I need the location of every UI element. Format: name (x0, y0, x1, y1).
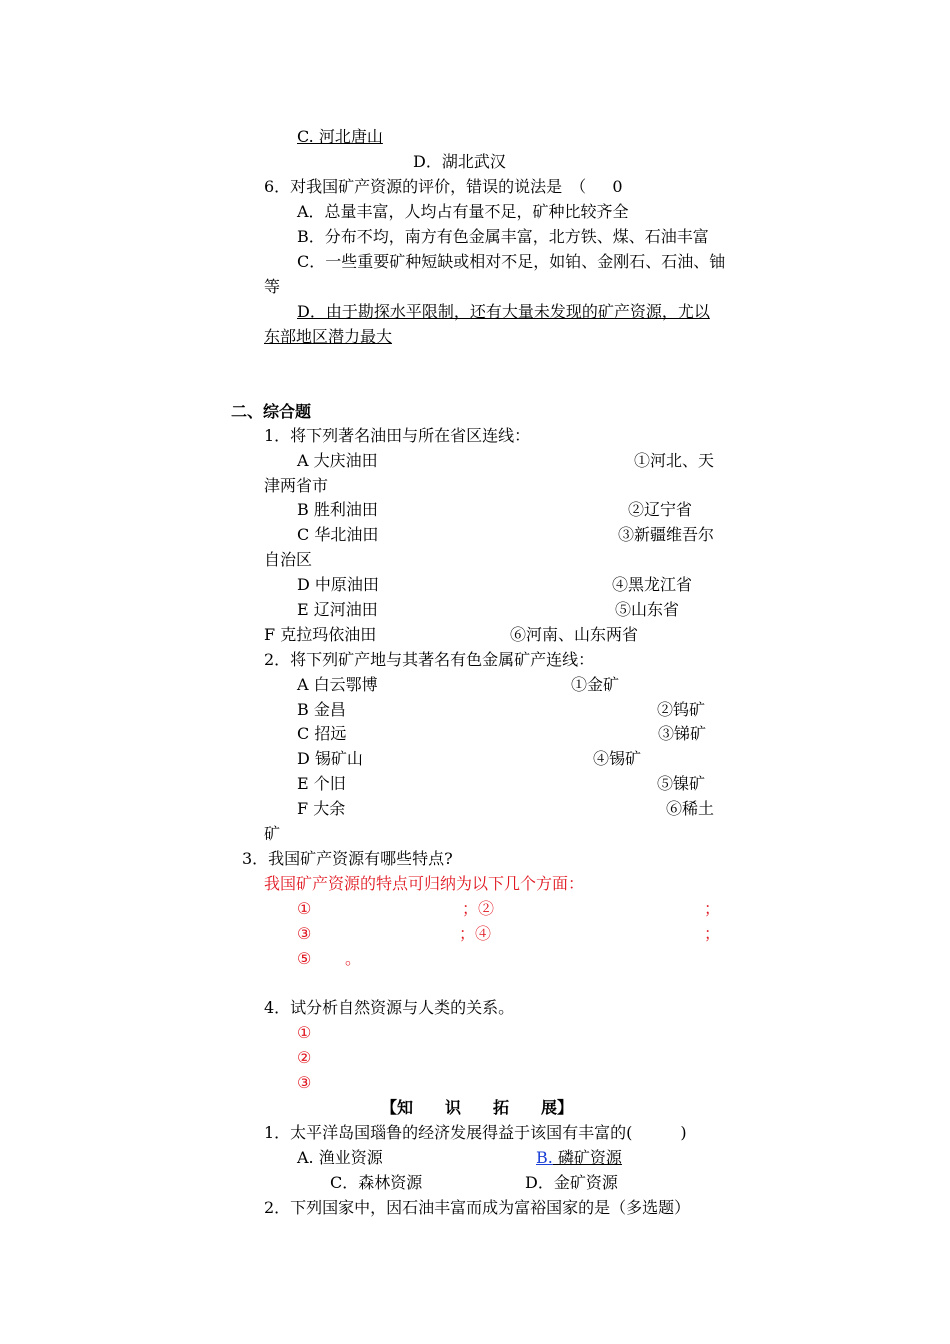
s2-q1-a-left: A 大庆油田 (297, 451, 378, 470)
ext-q1-option-d: D．金矿资源 (525, 1173, 618, 1192)
s2-q2-d-right: ④锡矿 (593, 749, 642, 768)
s2-q2-e-left: E 个旧 (297, 774, 346, 793)
s2-q3-semicolon-2: ； (704, 924, 721, 943)
s2-q3-marker-3: ③ (297, 924, 312, 943)
s2-q2-c-left: C 招远 (297, 724, 347, 743)
q5-option-c: C. 河北唐山 (297, 127, 383, 146)
ext-q1-option-b (536, 1148, 622, 1168)
s2-q1-d-right: ④黑龙江省 (612, 575, 693, 594)
s2-q4-stem: 4．试分析自然资源与人类的关系。 (264, 998, 515, 1017)
s2-q2-f-left: F 大余 (297, 799, 346, 818)
s2-q3-period: 。 (345, 949, 362, 968)
ext-q1-option-c: C．森林资源 (330, 1173, 423, 1192)
q6-option-b: B．分布不均，南方有色金属丰富，北方铁、煤、石油丰富 (297, 227, 709, 246)
s2-q2-a-right: ①金矿 (571, 675, 620, 694)
q6-option-c-cont: 等 (264, 277, 281, 296)
q6-stem: 6．对我国矿产资源的评价，错误的说法是 （ 0 (264, 177, 623, 196)
q5-option-d: D．湖北武汉 (413, 152, 506, 171)
s2-q3-marker-1: ① (297, 899, 312, 918)
s2-q3-semicolon-1: ； (704, 899, 721, 918)
q6-option-c: C．一些重要矿种短缺或相对不足，如铂、金刚石、石油、铀 (297, 252, 726, 271)
s2-q1-a-right: ①河北、天 (634, 451, 715, 470)
ext-q1-option-b-letter: B. (536, 1148, 553, 1167)
ext-q1-stem: 1．太平洋岛国瑙鲁的经济发展得益于该国有丰富的( ) (264, 1123, 687, 1142)
s2-q1-b-left: B 胜利油田 (297, 500, 378, 519)
q6-option-d-cont: 东部地区潜力最大 (264, 327, 393, 346)
extension-heading: 【知 识 拓 展】 (381, 1098, 574, 1117)
s2-q1-e-left: E 辽河油田 (297, 600, 378, 619)
s2-q1-stem: 1．将下列著名油田与所在省区连线： (264, 426, 531, 445)
ext-q2-stem: 2．下列国家中，因石油丰富而成为富裕国家的是（多选题） (264, 1198, 691, 1217)
s2-q2-d-left: D 锡矿山 (297, 749, 363, 768)
s2-q1-b-right: ②辽宁省 (628, 500, 693, 519)
s2-q2-e-right: ⑤镍矿 (657, 774, 706, 793)
ext-q1-option-a: A. 渔业资源 (297, 1148, 383, 1167)
s2-q2-f-right: ⑥稀土 (666, 799, 715, 818)
s2-q1-e-right: ⑤山东省 (615, 600, 680, 619)
s2-q1-f-right: ⑥河南、山东两省 (510, 625, 639, 644)
s2-q2-b-right: ②钨矿 (657, 700, 706, 719)
s2-q2-stem: 2．将下列矿产地与其著名有色金属矿产连线： (264, 650, 595, 669)
s2-q1-a-cont: 津两省市 (264, 476, 329, 495)
ext-q1-option-b-text: 磷矿资源 (552, 1148, 622, 1167)
q6-option-d: D．由于勘探水平限制，还有大量未发现的矿产资源，尤以 (297, 302, 710, 321)
s2-q2-f-cont: 矿 (264, 824, 281, 843)
s2-q1-f-left: F 克拉玛依油田 (264, 625, 377, 644)
s2-q4-marker-3: ③ (297, 1073, 312, 1092)
s2-q3-marker-5: ⑤ (297, 949, 312, 968)
s2-q3-answer-intro: 我国矿产资源的特点可归纳为以下几个方面： (264, 874, 585, 893)
s2-q1-c-right: ③新疆维吾尔 (618, 525, 715, 544)
s2-q2-c-right: ③锑矿 (658, 724, 707, 743)
s2-q2-b-left: B 金昌 (297, 700, 346, 719)
s2-q4-marker-2: ② (297, 1048, 312, 1067)
section-heading: 二、综合题 (231, 402, 312, 421)
s2-q1-c-cont: 自治区 (264, 550, 313, 569)
s2-q1-c-left: C 华北油田 (297, 525, 379, 544)
q6-option-a: A．总量丰富，人均占有量不足，矿种比较齐全 (297, 202, 629, 221)
s2-q3-marker-2: ；② (462, 899, 495, 918)
s2-q2-a-left: A 白云鄂博 (297, 675, 378, 694)
s2-q1-d-left: D 中原油田 (297, 575, 379, 594)
s2-q4-marker-1: ① (297, 1023, 312, 1042)
s2-q3-marker-4: ；④ (459, 924, 492, 943)
s2-q3-stem: 3．我国矿产资源有哪些特点? (242, 849, 453, 868)
